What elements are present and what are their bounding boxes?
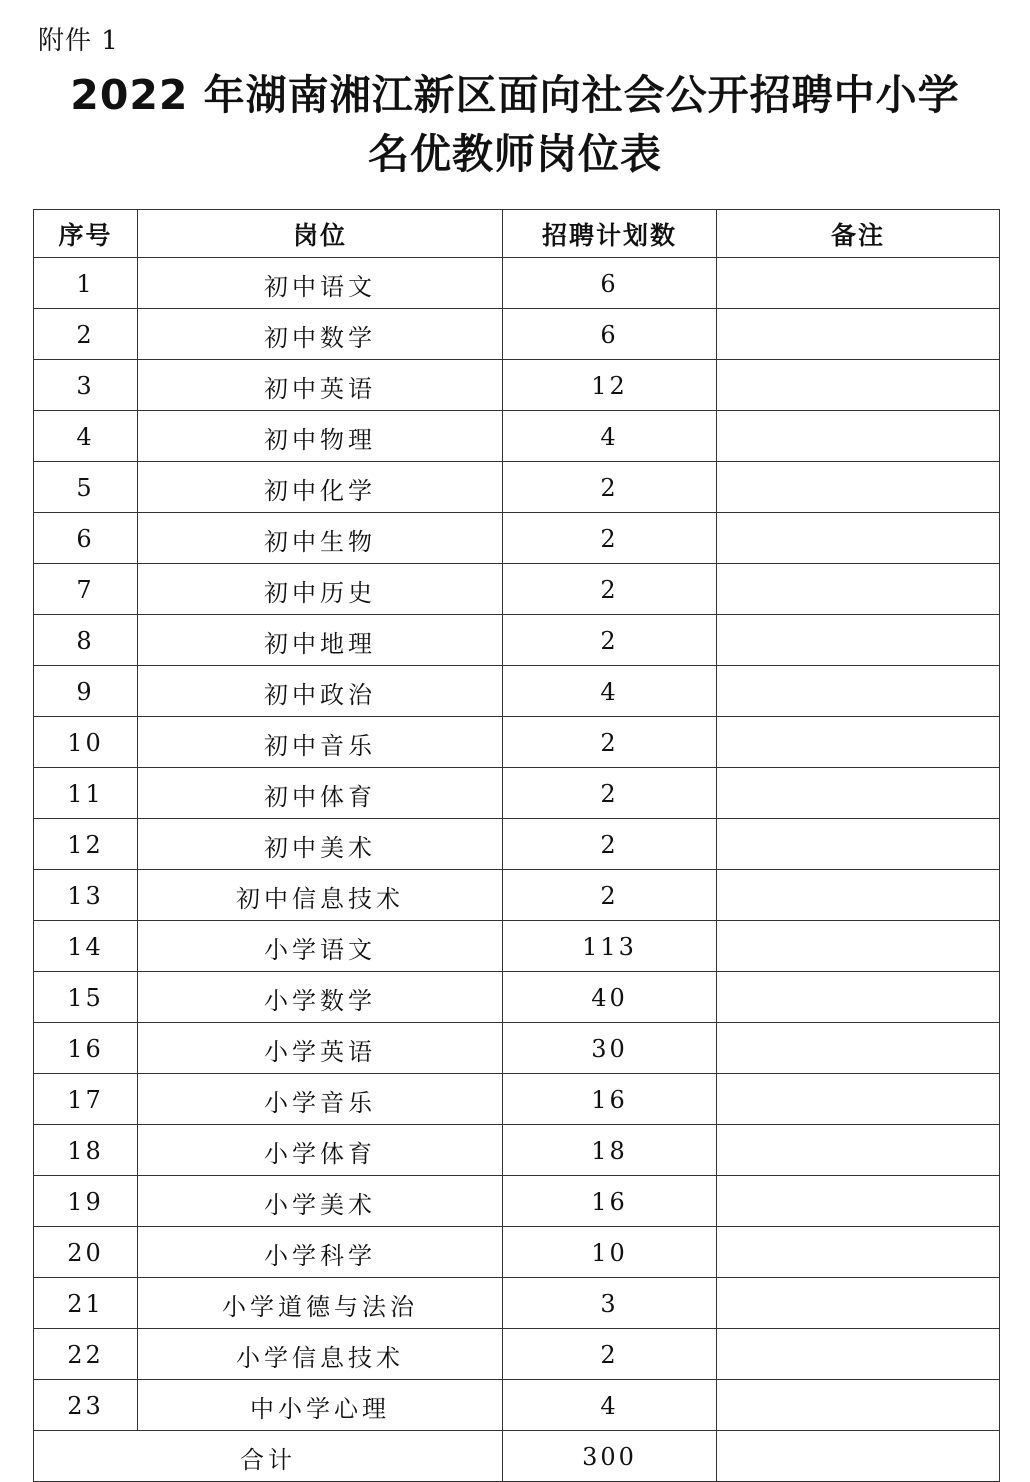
row-number: 23 bbox=[34, 1380, 138, 1431]
row-plan-count: 18 bbox=[503, 1125, 717, 1176]
table-row bbox=[34, 1227, 1000, 1278]
row-number: 8 bbox=[34, 615, 138, 666]
table-row bbox=[34, 717, 1000, 768]
row-note bbox=[717, 1023, 1000, 1074]
row-note bbox=[717, 1125, 1000, 1176]
row-note bbox=[717, 819, 1000, 870]
row-note bbox=[717, 564, 1000, 615]
row-plan-count: 2 bbox=[503, 564, 717, 615]
row-number: 7 bbox=[34, 564, 138, 615]
row-position: 初中地理 bbox=[138, 615, 503, 666]
row-note bbox=[717, 615, 1000, 666]
row-position: 初中英语 bbox=[138, 360, 503, 411]
row-number: 18 bbox=[34, 1125, 138, 1176]
table-row bbox=[34, 411, 1000, 462]
row-number: 20 bbox=[34, 1227, 138, 1278]
table-row bbox=[34, 1278, 1000, 1329]
row-number: 17 bbox=[34, 1074, 138, 1125]
row-plan-count: 40 bbox=[503, 972, 717, 1023]
row-plan-count: 2 bbox=[503, 768, 717, 819]
row-plan-count: 4 bbox=[503, 666, 717, 717]
row-note bbox=[717, 1074, 1000, 1125]
row-plan-count: 3 bbox=[503, 1278, 717, 1329]
row-position: 小学科学 bbox=[138, 1227, 503, 1278]
row-position: 小学信息技术 bbox=[138, 1329, 503, 1380]
header-plan: 招聘计划数 bbox=[503, 210, 717, 258]
table-row bbox=[34, 564, 1000, 615]
row-number: 9 bbox=[34, 666, 138, 717]
row-note bbox=[717, 921, 1000, 972]
row-note bbox=[717, 870, 1000, 921]
row-plan-count: 113 bbox=[503, 921, 717, 972]
row-note bbox=[717, 1278, 1000, 1329]
row-position: 小学语文 bbox=[138, 921, 503, 972]
row-number: 14 bbox=[34, 921, 138, 972]
table-row bbox=[34, 768, 1000, 819]
table-row bbox=[34, 1023, 1000, 1074]
row-position: 小学数学 bbox=[138, 972, 503, 1023]
row-position: 初中化学 bbox=[138, 462, 503, 513]
row-note bbox=[717, 1380, 1000, 1431]
table-row bbox=[34, 666, 1000, 717]
table-row bbox=[34, 309, 1000, 360]
row-note bbox=[717, 411, 1000, 462]
row-position: 小学美术 bbox=[138, 1176, 503, 1227]
row-position: 初中信息技术 bbox=[138, 870, 503, 921]
row-note bbox=[717, 1176, 1000, 1227]
table-row bbox=[34, 615, 1000, 666]
row-note bbox=[717, 1329, 1000, 1380]
table-row bbox=[34, 1125, 1000, 1176]
row-number: 22 bbox=[34, 1329, 138, 1380]
row-note bbox=[717, 258, 1000, 309]
table-total-row bbox=[34, 1431, 1000, 1482]
row-number: 16 bbox=[34, 1023, 138, 1074]
row-position: 初中音乐 bbox=[138, 717, 503, 768]
row-number: 11 bbox=[34, 768, 138, 819]
table-row bbox=[34, 360, 1000, 411]
row-plan-count: 2 bbox=[503, 819, 717, 870]
row-note bbox=[717, 1227, 1000, 1278]
row-plan-count: 6 bbox=[503, 309, 717, 360]
row-note bbox=[717, 768, 1000, 819]
row-note bbox=[717, 666, 1000, 717]
row-plan-count: 12 bbox=[503, 360, 717, 411]
table-row bbox=[34, 513, 1000, 564]
row-plan-count: 2 bbox=[503, 1329, 717, 1380]
row-plan-count: 4 bbox=[503, 411, 717, 462]
header-no: 序号 bbox=[34, 210, 138, 258]
total-plan-count: 300 bbox=[503, 1431, 717, 1482]
row-note bbox=[717, 309, 1000, 360]
row-note bbox=[717, 513, 1000, 564]
row-plan-count: 2 bbox=[503, 513, 717, 564]
header-note: 备注 bbox=[717, 210, 1000, 258]
attachment-label: 附件 1 bbox=[38, 26, 119, 56]
table-row bbox=[34, 921, 1000, 972]
row-position: 小学英语 bbox=[138, 1023, 503, 1074]
row-number: 5 bbox=[34, 462, 138, 513]
row-position: 初中物理 bbox=[138, 411, 503, 462]
total-note bbox=[717, 1431, 1000, 1482]
table-header-row bbox=[34, 210, 1000, 258]
row-number: 6 bbox=[34, 513, 138, 564]
row-note bbox=[717, 972, 1000, 1023]
row-number: 1 bbox=[34, 258, 138, 309]
row-position: 初中语文 bbox=[138, 258, 503, 309]
positions-table bbox=[33, 209, 1000, 1482]
row-plan-count: 2 bbox=[503, 870, 717, 921]
row-number: 19 bbox=[34, 1176, 138, 1227]
document-title-line-1: 2022 年湖南湘江新区面向社会公开招聘中小学 bbox=[70, 71, 960, 119]
row-number: 12 bbox=[34, 819, 138, 870]
table-row bbox=[34, 1329, 1000, 1380]
row-number: 3 bbox=[34, 360, 138, 411]
row-number: 4 bbox=[34, 411, 138, 462]
row-plan-count: 4 bbox=[503, 1380, 717, 1431]
row-position: 中小学心理 bbox=[138, 1380, 503, 1431]
table-row bbox=[34, 1176, 1000, 1227]
row-position: 初中体育 bbox=[138, 768, 503, 819]
table-row bbox=[34, 1074, 1000, 1125]
row-plan-count: 6 bbox=[503, 258, 717, 309]
row-position: 小学道德与法治 bbox=[138, 1278, 503, 1329]
row-note bbox=[717, 462, 1000, 513]
row-position: 初中生物 bbox=[138, 513, 503, 564]
row-number: 10 bbox=[34, 717, 138, 768]
table-row bbox=[34, 819, 1000, 870]
row-position: 小学体育 bbox=[138, 1125, 503, 1176]
row-note bbox=[717, 717, 1000, 768]
row-number: 13 bbox=[34, 870, 138, 921]
row-number: 2 bbox=[34, 309, 138, 360]
row-plan-count: 10 bbox=[503, 1227, 717, 1278]
row-plan-count: 16 bbox=[503, 1074, 717, 1125]
row-plan-count: 2 bbox=[503, 615, 717, 666]
row-position: 小学音乐 bbox=[138, 1074, 503, 1125]
table-row bbox=[34, 972, 1000, 1023]
table-row bbox=[34, 870, 1000, 921]
row-plan-count: 30 bbox=[503, 1023, 717, 1074]
row-position: 初中美术 bbox=[138, 819, 503, 870]
row-position: 初中政治 bbox=[138, 666, 503, 717]
document-title-line-2: 名优教师岗位表 bbox=[368, 130, 662, 178]
row-plan-count: 16 bbox=[503, 1176, 717, 1227]
table-row bbox=[34, 1380, 1000, 1431]
row-number: 21 bbox=[34, 1278, 138, 1329]
table-body bbox=[34, 258, 1000, 1482]
row-position: 初中数学 bbox=[138, 309, 503, 360]
header-position: 岗位 bbox=[138, 210, 503, 258]
row-plan-count: 2 bbox=[503, 717, 717, 768]
table-row bbox=[34, 258, 1000, 309]
row-position: 初中历史 bbox=[138, 564, 503, 615]
row-plan-count: 2 bbox=[503, 462, 717, 513]
row-number: 15 bbox=[34, 972, 138, 1023]
table-row bbox=[34, 462, 1000, 513]
row-note bbox=[717, 360, 1000, 411]
total-label: 合计 bbox=[34, 1431, 503, 1482]
